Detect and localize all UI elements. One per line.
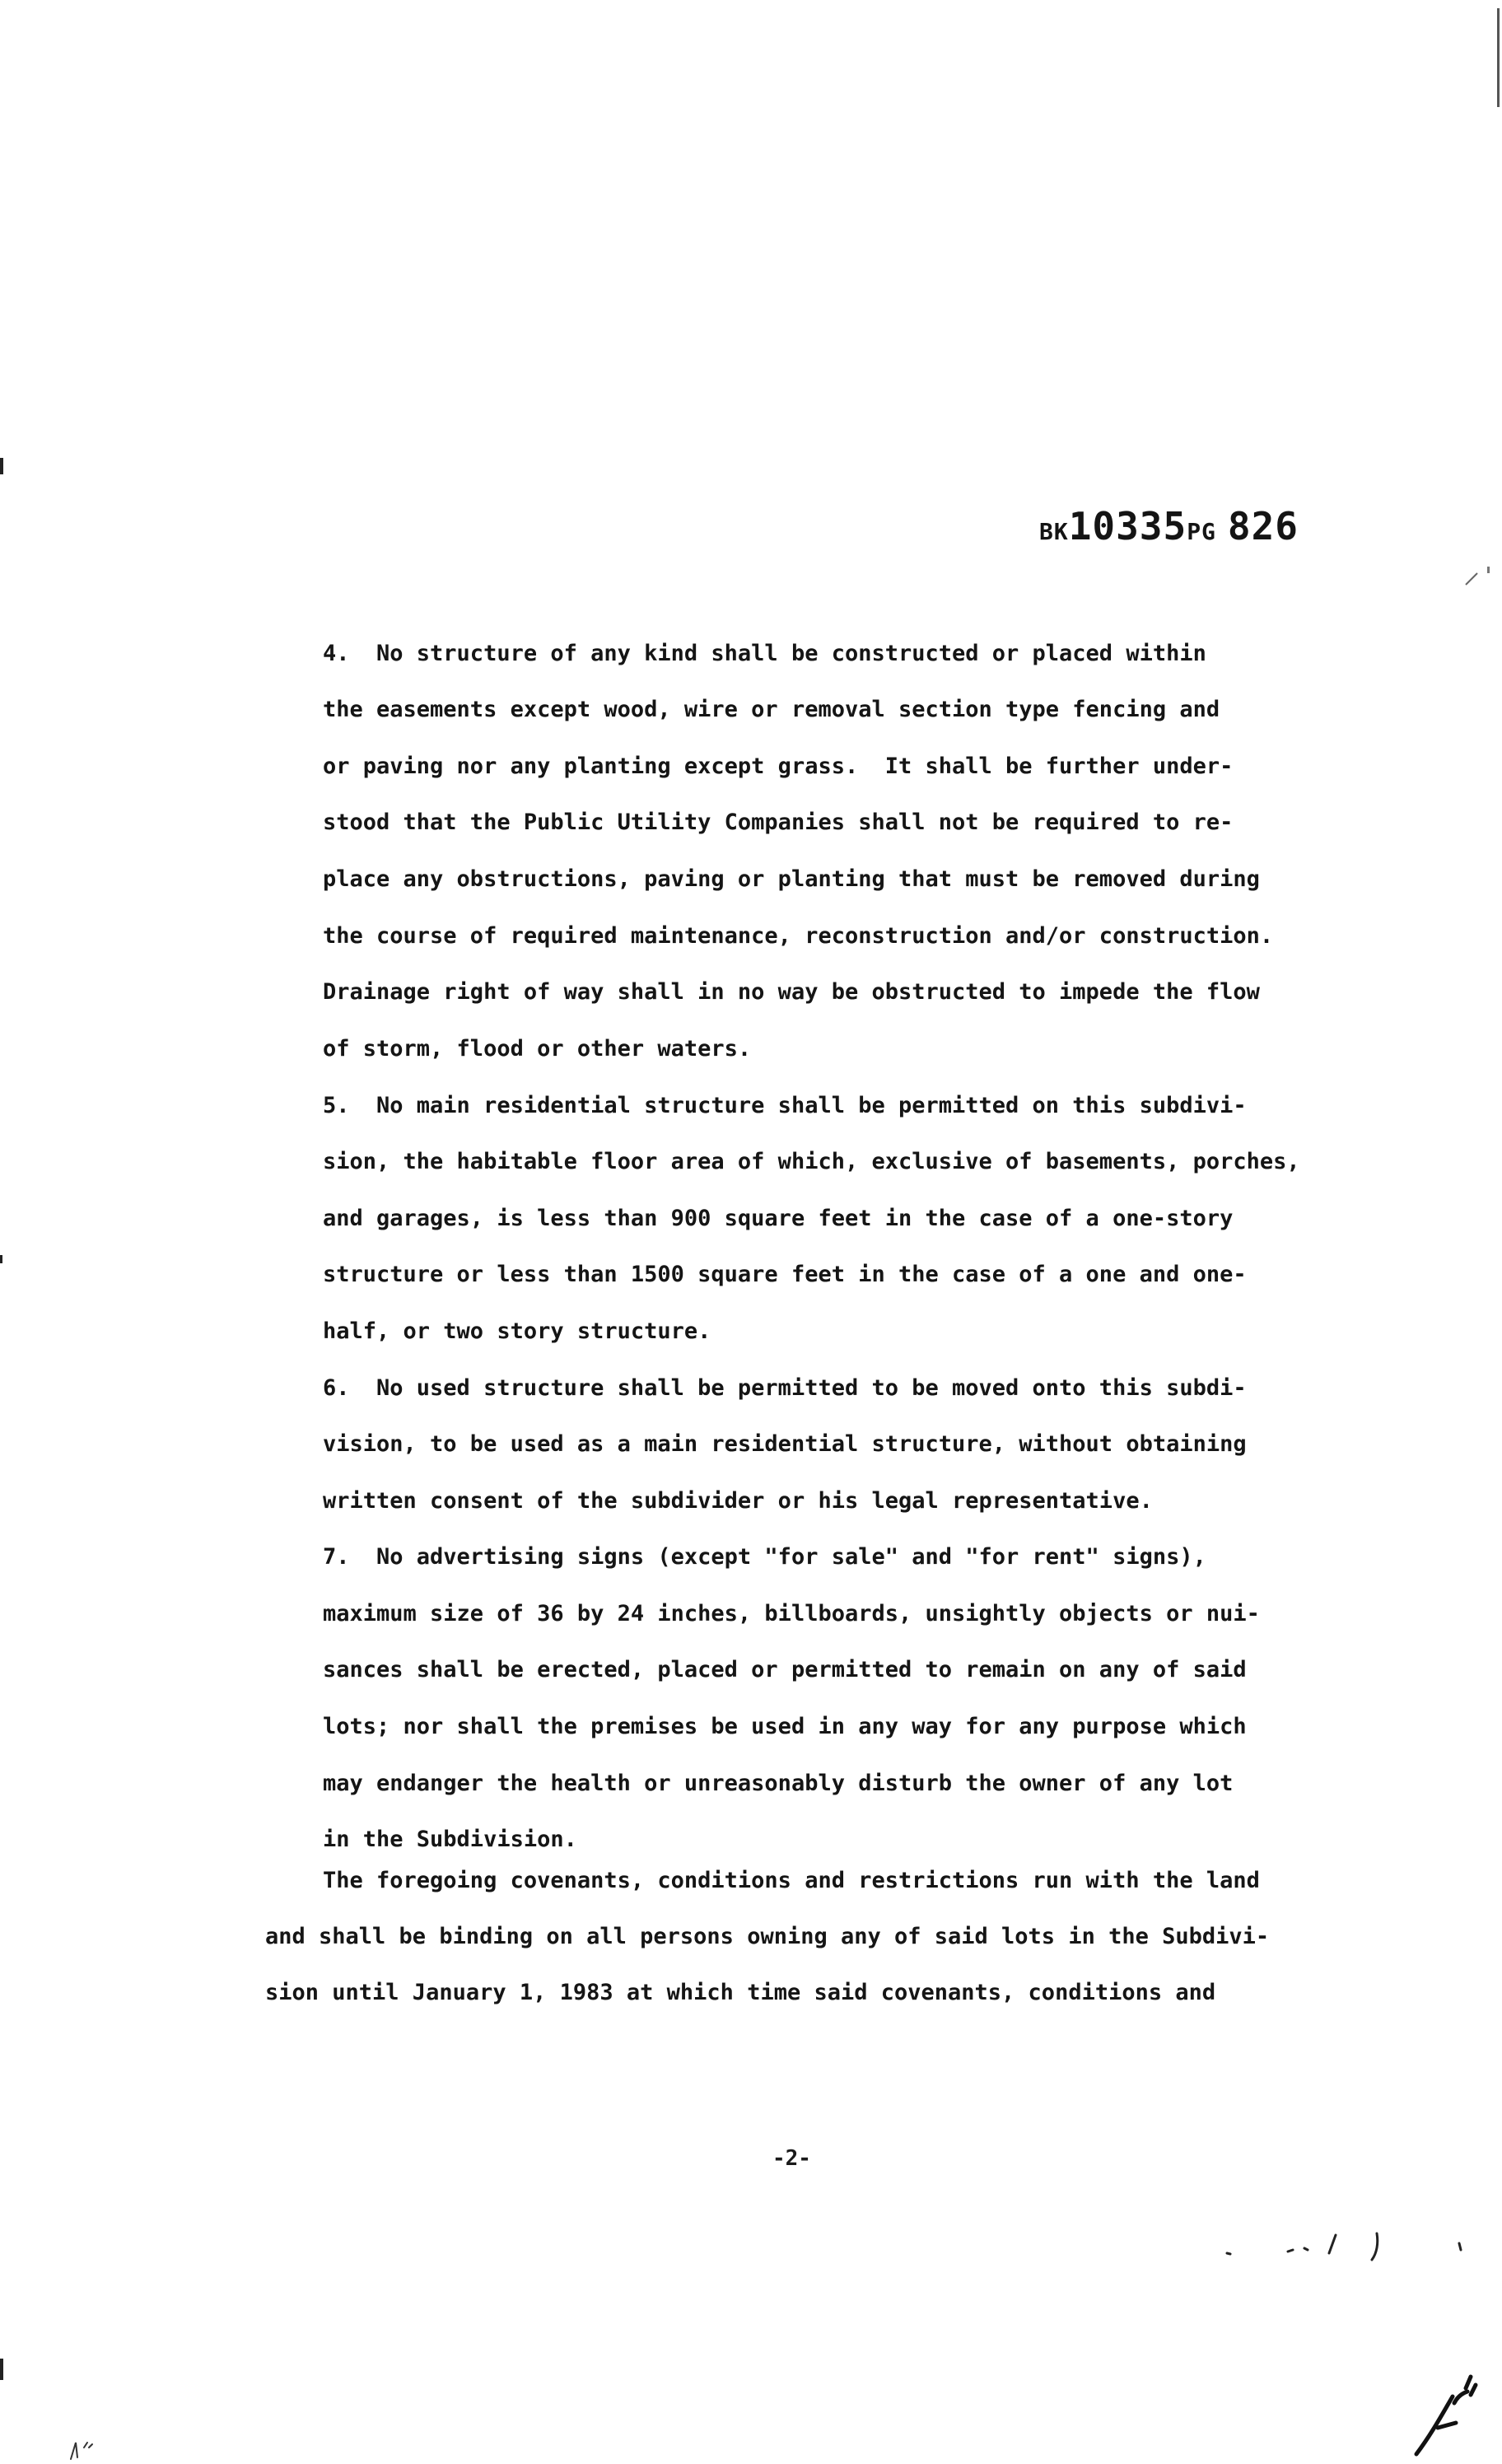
text-line: of storm, flood or other waters. [323,1036,752,1062]
text-line: written consent of the subdivider or his legal representative. [323,1488,1153,1514]
text-line: 4. No structure of any kind shall be constructed or placed within [323,641,1206,666]
handwritten-mark-bottom-left [66,2429,115,2462]
scan-speck-left-mid [0,1255,2,1263]
text-line: and shall be binding on all persons owning any of said lots in the Subdivi- [265,1924,1270,1949]
scan-speck-right-top [1497,8,1500,107]
text-line: vision, to be used as a main residential structure, without obtaining [323,1431,1247,1457]
book-prefix: BK [1039,518,1069,545]
text-line: lots; nor shall the premises be used in any way for any purpose which [323,1714,1247,1739]
text-line: sion until January 1, 1983 at which time said covenants, conditions and [265,1980,1216,2005]
text-line: The foregoing covenants, conditions and restrictions run with the land [323,1868,1260,1893]
text-line: may endanger the health or unreasonably disturb the owner of any lot [323,1771,1234,1796]
book-number: 10335 [1068,504,1187,548]
text-line: Drainage right of way shall in no way be obstructed to impede the flow [323,979,1260,1005]
text-line: maximum size of 36 by 24 inches, billboards, unsightly objects or nui- [323,1601,1260,1626]
scan-speck-left-bottom [0,2359,3,2380]
scan-speck-left-top [0,458,3,474]
book-page-reference [1039,504,1299,548]
text-line: sances shall be erected, placed or permitted to remain on any of said [323,1657,1247,1682]
text-line: 7. No advertising signs (except "for sale" and "for rent" signs), [323,1544,1206,1570]
scan-speck-right-mid [1487,567,1490,573]
text-line: 6. No used structure shall be permitted to be moved onto this subdi- [323,1375,1247,1401]
text-line: half, or two story structure. [323,1318,711,1344]
text-line: 5. No main residential structure shall be permitted on this subdivi- [323,1093,1247,1118]
punch-mark-right [1462,568,1482,588]
text-line: and garages, is less than 900 square feet in the case of a one-story [323,1206,1234,1231]
handwritten-marks-bottom-right [1219,2224,1499,2464]
text-line: place any obstructions, paving or planting that must be removed during [323,866,1260,892]
page-number-reference: 826 [1227,504,1299,548]
text-line: structure or less than 1500 square feet in the case of a one and one- [323,1262,1247,1287]
text-line: sion, the habitable floor area of which, exclusive of basements, porches, [323,1149,1300,1174]
page-prefix: PG [1187,518,1216,545]
text-line: stood that the Public Utility Companies shall not be required to re- [323,810,1234,835]
page-marker: -2- [772,2146,811,2171]
text-line: or paving nor any planting except grass. It shall be further under- [323,754,1234,779]
text-line: in the Subdivision. [323,1827,577,1852]
text-line: the course of required maintenance, reconstruction and/or construction. [323,923,1274,949]
text-line: the easements except wood, wire or removal section type fencing and [323,697,1220,722]
